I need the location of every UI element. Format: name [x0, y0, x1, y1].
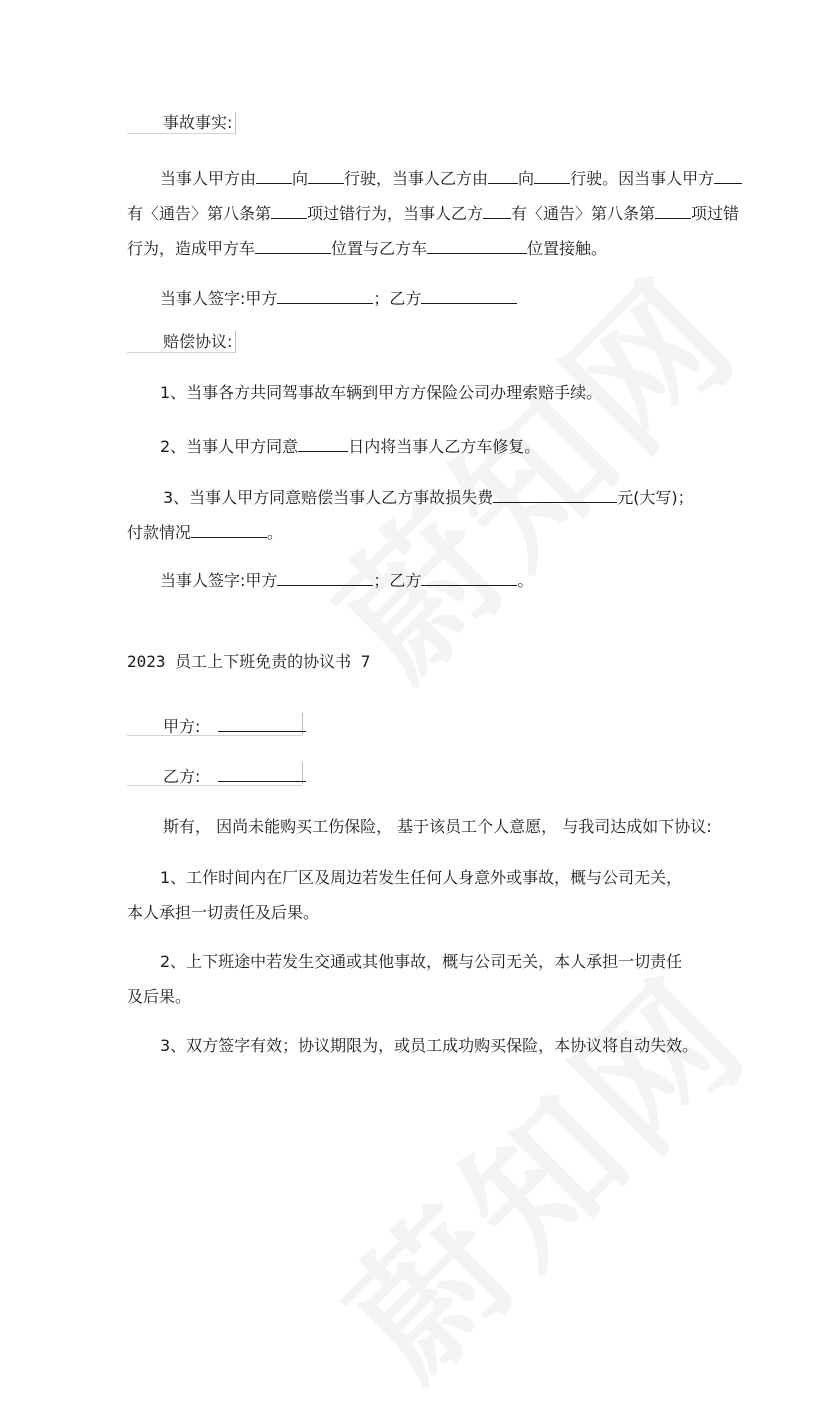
compensation-item-3-line-2 — [127, 519, 283, 545]
signature-party-a[interactable] — [277, 567, 373, 586]
party-b-field — [163, 763, 306, 789]
facts-text: 位置接触。 — [527, 239, 608, 258]
facts-paragraph-line-3 — [127, 235, 607, 261]
blank-party-b-violation[interactable] — [483, 200, 511, 219]
item-text: 付款情况 — [127, 523, 192, 542]
compensation-item-3-line-1 — [163, 484, 694, 510]
blank-loss-amount[interactable] — [493, 484, 617, 503]
blank-payment-status[interactable] — [191, 519, 267, 538]
heading-marker — [235, 331, 236, 353]
heading-marker — [235, 112, 236, 134]
signature-label: 当事人签字:甲方 — [160, 289, 278, 308]
blank-repair-days[interactable] — [298, 433, 348, 452]
signature-separator: ；乙方 — [373, 289, 422, 308]
section-heading-accident-facts: 事故事实: — [163, 113, 233, 132]
party-a-label: 甲方: — [163, 717, 201, 736]
blank-party-b-item[interactable] — [655, 200, 691, 219]
signature-party-b[interactable] — [421, 285, 517, 304]
facts-text: 行驶，当事人乙方由 — [344, 169, 489, 188]
blank-party-a-direction[interactable] — [308, 165, 344, 184]
compensation-item-1: 1、当事各方共同驾事故车辆到甲方方保险公司办理索赔手续。 — [160, 383, 603, 402]
facts-text: 有〈通告〉第八条第 — [127, 204, 272, 223]
facts-paragraph-line-1 — [160, 165, 742, 191]
party-b-input[interactable] — [218, 763, 306, 782]
blank-party-b-car-position[interactable] — [427, 235, 527, 254]
watermark — [294, 922, 786, 1414]
blank-party-a-violation[interactable] — [714, 165, 742, 184]
party-a-field — [163, 713, 306, 739]
facts-paragraph-line-2 — [127, 200, 739, 226]
compensation-item-2 — [160, 433, 540, 459]
section-heading-compensation: 赔偿协议: — [163, 332, 233, 351]
facts-text: 当事人甲方由 — [160, 169, 257, 188]
agreement-intro: 斯有， 因尚未能购买工伤保险， 基于该员工个人意愿， 与我司达成如下协议: — [163, 817, 712, 836]
item-text: 元(大写)； — [617, 488, 694, 507]
clause-1-line-2: 本人承担一切责任及后果。 — [127, 903, 320, 922]
item-text: 3、当事人甲方同意赔偿当事人乙方事故损失费 — [163, 488, 494, 507]
signature-separator: ；乙方 — [373, 571, 422, 590]
blank-party-a-item[interactable] — [271, 200, 307, 219]
signature-label: 当事人签字:甲方 — [160, 571, 278, 590]
signature-party-b[interactable] — [421, 567, 517, 586]
facts-text: 项过错行为，当事人乙方 — [307, 204, 484, 223]
item-text: 日内将当事人乙方车修复。 — [348, 437, 541, 456]
facts-text: 项过错 — [691, 204, 740, 223]
party-a-input[interactable] — [218, 713, 306, 732]
signature-line-1 — [160, 285, 517, 311]
signature-line-2 — [160, 567, 533, 593]
clause-1-line-1: 1、工作时间内在厂区及周边若发生任何人身意外或事故，概与公司无关， — [160, 868, 683, 887]
clause-2-line-2: 及后果。 — [127, 987, 192, 1006]
clause-2-line-1: 2、上下班途中若发生交通或其他事故，概与公司无关，本人承担一切责任 — [160, 952, 683, 971]
facts-text: 行驶。因当事人甲方 — [570, 169, 715, 188]
facts-text: 有〈通告〉第八条第 — [511, 204, 656, 223]
blank-party-b-direction[interactable] — [534, 165, 570, 184]
facts-text: 行为，造成甲方车 — [127, 239, 256, 258]
signature-end: 。 — [517, 571, 534, 590]
item-text: 。 — [267, 523, 284, 542]
facts-text: 向 — [518, 169, 535, 188]
blank-party-a-car-position[interactable] — [255, 235, 331, 254]
item-text: 2、当事人甲方同意 — [160, 437, 299, 456]
signature-party-a[interactable] — [277, 285, 373, 304]
facts-text: 位置与乙方车 — [331, 239, 428, 258]
facts-text: 向 — [292, 169, 309, 188]
blank-party-b-from[interactable] — [488, 165, 518, 184]
agreement-title: 2023 员工上下班免责的协议书 7 — [127, 652, 371, 671]
party-b-label: 乙方: — [163, 767, 201, 786]
blank-party-a-from[interactable] — [256, 165, 292, 184]
clause-3: 3、双方签字有效；协议期限为，或员工成功购买保险，本协议将自动失效。 — [160, 1036, 699, 1055]
